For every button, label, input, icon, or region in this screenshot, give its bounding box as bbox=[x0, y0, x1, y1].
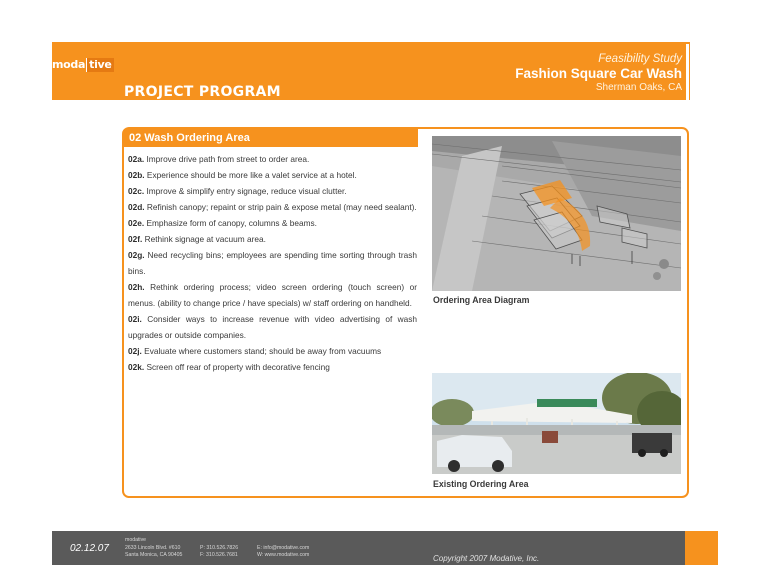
footer-date: 02.12.07 bbox=[70, 543, 109, 554]
item-text: Screen off rear of property with decorative fencing bbox=[146, 362, 330, 372]
item-text: Need recycling bins; employees are spending time sorting through trash bins. bbox=[128, 250, 417, 276]
item-text: Emphasize form of canopy, columns & beams. bbox=[146, 218, 317, 228]
footer-phone-block bbox=[200, 545, 238, 560]
project-subtitle: Feasibility Study bbox=[598, 53, 682, 65]
item-text: Improve drive path from street to order area. bbox=[146, 154, 310, 164]
item-code: 02a. bbox=[128, 154, 145, 164]
list-item bbox=[128, 311, 417, 343]
list-item bbox=[128, 215, 417, 231]
footer-address-line2: Santa Monica, CA 90405 bbox=[125, 552, 183, 558]
page-title: PROJECT PROGRAM bbox=[124, 84, 281, 100]
footer-address-line1: 2633 Lincoln Blvd. #610 bbox=[125, 544, 181, 551]
footer-accent bbox=[685, 531, 718, 565]
header-divider bbox=[686, 44, 689, 100]
project-header bbox=[515, 52, 682, 94]
footer-address bbox=[125, 537, 182, 560]
list-item bbox=[128, 231, 417, 247]
diagram-caption: Ordering Area Diagram bbox=[433, 295, 530, 305]
item-code: 02d. bbox=[128, 202, 145, 212]
footer-company: modative bbox=[125, 537, 147, 543]
section-heading: 02 Wash Ordering Area bbox=[124, 129, 418, 147]
item-text: Improve & simplify entry signage, reduce visual clutter. bbox=[146, 186, 347, 196]
footer-email[interactable]: E: info@modative.com bbox=[257, 544, 310, 551]
item-text: Rethink ordering process; video screen ordering (touch screen) or menus. (ability to change price / have specials) w/ staff ordering on handheld. bbox=[128, 282, 417, 308]
item-code: 02e. bbox=[128, 218, 145, 228]
list-item bbox=[128, 199, 417, 215]
item-code: 02f. bbox=[128, 234, 143, 244]
item-text: Evaluate where customers stand; should be away from vacuums bbox=[144, 346, 382, 356]
list-item bbox=[128, 279, 417, 311]
list-item bbox=[128, 247, 417, 279]
item-code: 02g. bbox=[128, 250, 145, 260]
item-text: Consider ways to increase revenue with video advertising of wash upgrades or outside companies. bbox=[128, 314, 417, 340]
footer-contact-block bbox=[257, 545, 309, 560]
logo-text-moda: moda bbox=[52, 58, 86, 71]
program-item-list bbox=[128, 151, 417, 375]
list-item bbox=[128, 167, 417, 183]
list-item bbox=[128, 183, 417, 199]
project-location: Sherman Oaks, CA bbox=[595, 82, 682, 93]
footer-fax: F: 310.526.7681 bbox=[200, 552, 238, 558]
footer-web[interactable]: W: www.modative.com bbox=[257, 552, 310, 558]
item-code: 02k. bbox=[128, 362, 145, 372]
item-code: 02h. bbox=[128, 282, 145, 292]
ordering-area-diagram-image bbox=[432, 136, 681, 291]
existing-ordering-area-photo bbox=[432, 373, 681, 474]
list-item bbox=[128, 151, 417, 167]
item-text: Rethink signage at vacuum area. bbox=[144, 234, 266, 244]
photo-caption: Existing Ordering Area bbox=[433, 479, 529, 489]
item-text: Experience should be more like a valet service at a hotel. bbox=[146, 170, 357, 180]
list-item bbox=[128, 359, 417, 375]
footer-phone: P: 310.526.7826 bbox=[200, 544, 239, 551]
item-code: 02j. bbox=[128, 346, 142, 356]
item-code: 02c. bbox=[128, 186, 145, 196]
footer-copyright: Copyright 2007 Modative, Inc. bbox=[433, 554, 540, 563]
item-text: Refinish canopy; repaint or strip pain & expose metal (may need sealant). bbox=[146, 202, 417, 212]
item-code: 02i. bbox=[128, 314, 142, 324]
aerial-diagram-svg bbox=[432, 136, 681, 291]
project-title: Fashion Square Car Wash bbox=[515, 66, 682, 81]
logo-text-tive: tive bbox=[86, 58, 113, 72]
modative-logo bbox=[52, 58, 114, 72]
ordering-area-photo-svg bbox=[432, 373, 681, 474]
item-code: 02b. bbox=[128, 170, 145, 180]
list-item bbox=[128, 343, 417, 359]
